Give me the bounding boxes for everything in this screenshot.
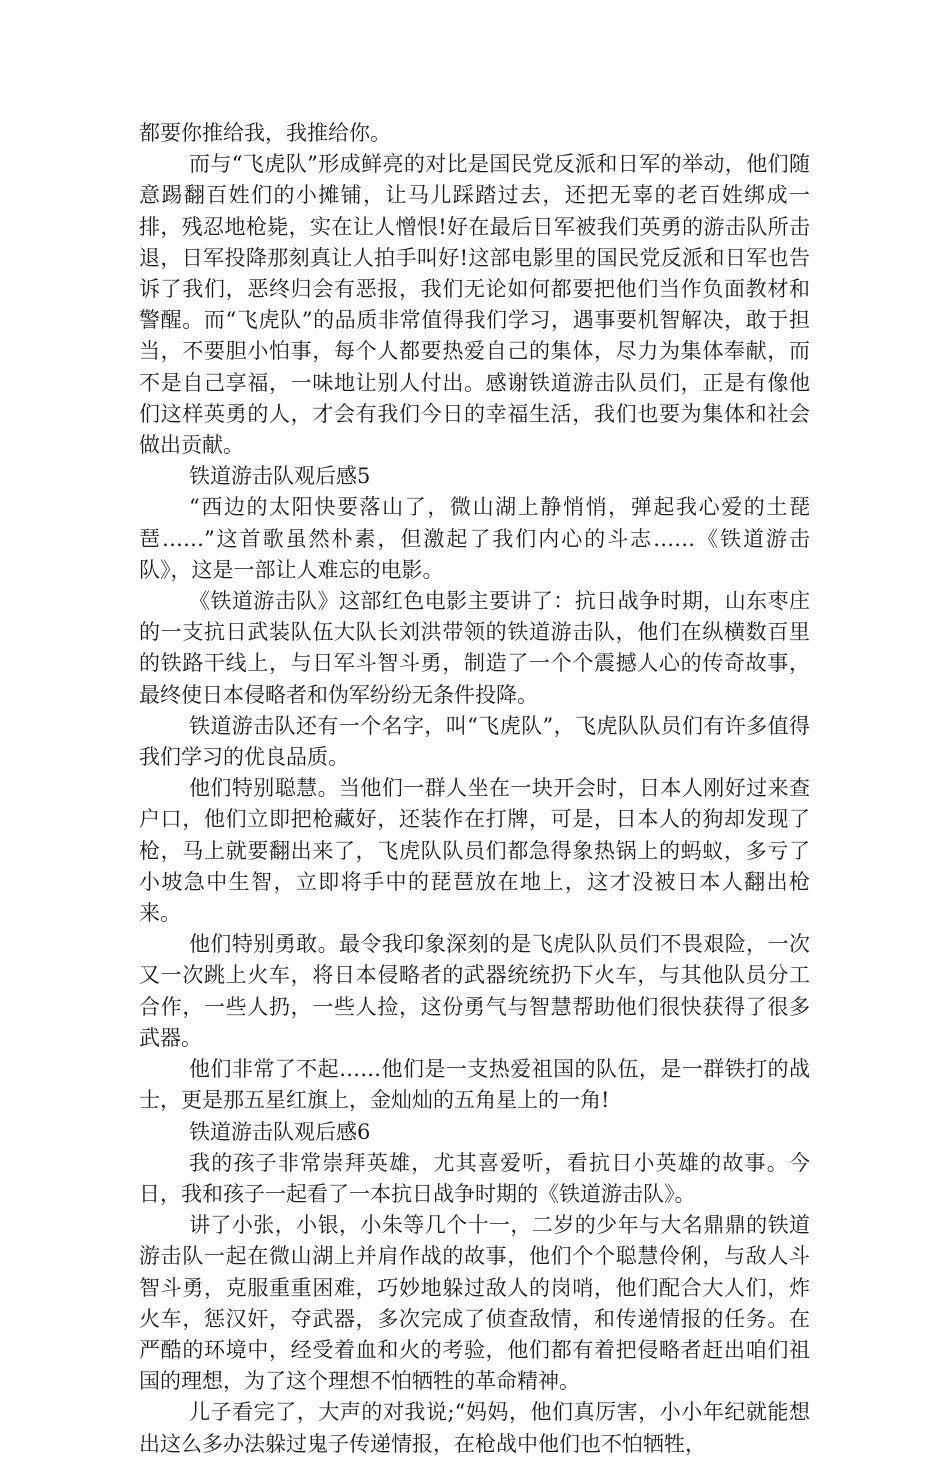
paragraph: 《铁道游击队》这部红色电影主要讲了：抗日战争时期，山东枣庄的一支抗日武装队伍大队长刘洪带领的铁道游击队，他们在纵横数百里的铁路干线上，与日军斗智斗勇，制造了一个个震撼人心的传奇故事，最终使日本侵略者和伪军纷纷无条件投降。 bbox=[139, 589, 810, 707]
document-body bbox=[139, 118, 810, 1460]
section-heading-5: 铁道游击队观后感5 bbox=[189, 464, 371, 489]
paragraph-continuation: 都要你推给我，我推给你。 bbox=[139, 121, 391, 145]
paragraph: 铁道游击队还有一个名字，叫“飞虎队”，飞虎队队员们有许多值得我们学习的优良品质。 bbox=[139, 713, 810, 770]
paragraph: 他们非常了不起……他们是一支热爱祖国的队伍，是一群铁打的战士，更是那五星红旗上，金灿灿的五角星上的一角! bbox=[139, 1057, 810, 1113]
paragraph: 他们特别勇敢。最令我印象深刻的是飞虎队队员们不畏艰险，一次又一次跳上火车，将日本侵略者的武器统统扔下火车，与其他队员分工合作，一些人扔，一些人捡，这份勇气与智慧帮助他们很快获得了很多武器。 bbox=[139, 932, 810, 1050]
paragraph: 他们特别聪慧。当他们一群人坐在一块开会时，日本人刚好过来查户口，他们立即把枪藏好，还装作在打牌，可是，日本人的狗却发现了枪，马上就要翻出来了，飞虎队队员们都急得象热锅上的蚂蚁，多亏了小坡急中生智，立即将手中的琵琶放在地上，这才没被日本人翻出枪来。 bbox=[139, 776, 810, 926]
paragraph: 儿子看完了，大声的对我说;“妈妈，他们真厉害，小小年纪就能想出这么多办法躲过鬼子传递情报，在枪战中他们也不怕牺牲， bbox=[139, 1400, 810, 1456]
paragraph: 我的孩子非常崇拜英雄，尤其喜爱听，看抗日小英雄的故事。今日，我和孩子一起看了一本抗日战争时期的《铁道游击队》。 bbox=[139, 1150, 810, 1206]
paragraph: 讲了小张，小银，小朱等几个十一，二岁的少年与大名鼎鼎的铁道游击队一起在微山湖上并肩作战的故事，他们个个聪慧伶俐，与敌人斗智斗勇，克服重重困难，巧妙地躲过敌人的岗哨，他们配合大人们，炸火车，惩汉奸，夺武器，多次完成了侦查敌情，和传递情报的任务。在严酷的环境中，经受着血和火的考验，他们都有着把侵略者赶出咱们祖国的理想，为了这个理想不怕牺牲的革命精神。 bbox=[139, 1213, 810, 1394]
section-heading-6: 铁道游击队观后感6 bbox=[189, 1119, 371, 1144]
paragraph: 而与“飞虎队”形成鲜亮的对比是国民党反派和日军的举动，他们随意踢翻百姓们的小摊铺，让马儿踩踏过去，还把无辜的老百姓绑成一排，残忍地枪毙，实在让人憎恨!好在最后日军被我们英勇的游击队所击退，日军投降那刻真让人拍手叫好!这部电影里的国民党反派和日军也告诉了我们，恶终归会有恶报，我们无论如何都要把他们当作负面教材和警醒。而“飞虎队”的品质非常值得我们学习，遇事要机智解决，敢于担当，不要胆小怕事，每个人都要热爱自己的集体，尽力为集体奉献，而不是自己享福，一味地让别人付出。感谢铁道游击队员们，正是有像他们这样英勇的人，才会有我们今日的幸福生活，我们也要为集体和社会做出贡献。 bbox=[139, 152, 810, 458]
paragraph: “西边的太阳快要落山了，微山湖上静悄悄，弹起我心爱的土琵琶……”这首歌虽然朴素，但激起了我们内心的斗志……《铁道游击队》，这是一部让人难忘的电影。 bbox=[139, 495, 810, 582]
